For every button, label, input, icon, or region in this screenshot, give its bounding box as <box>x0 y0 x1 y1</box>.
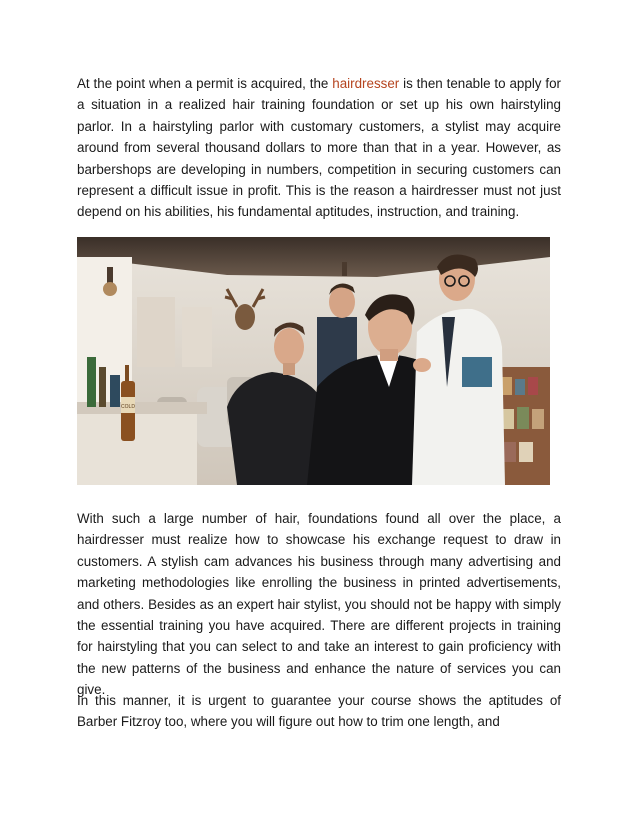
bottle-label: COLD <box>121 404 135 410</box>
paragraph-intro-text-start: At the point when a permit is acquired, the <box>77 76 333 91</box>
paragraph-intro-text-end: is then tenable to apply for a situation in a realized hair training foundation or set up his own hairstyling parlor. In a hairstyling parlor with customary customers, a stylist may acquire around from several thousand dollars to more than that in a year. However, as barbershops are developing in numbers, competition in securing customers can represent a difficult issue in profit. This is the reason a hairdresser must not just depend on his abilities, his fundamental aptitudes, instruction, and training. <box>77 76 561 220</box>
hairdresser-link[interactable]: hairdresser <box>332 76 400 91</box>
paragraph-course: In this manner, it is urgent to guarantee your course shows the aptitudes of Barber Fitzroy too, where you will figure out how to trim one length, and <box>77 693 561 730</box>
barbershop-photo <box>77 237 550 485</box>
paragraph-marketing: With such a large number of hair, foundations found all over the place, a hairdresser must realize how to showcase his exchange request to draw in customers. A stylish cam advances his business through many advertising and marketing methodologies like enrolling the business in printed advertisements, and others. Besides as an expert hair stylist, you should not be happy with simply the essential training you have acquired. There are different projects in training for hairstyling that you can select to and take an interest to gain proficiency with the new patterns of the business and enhance the nature of services you can give. <box>77 511 561 698</box>
paragraph-intro <box>77 73 561 223</box>
barbershop-illustration <box>77 237 550 485</box>
